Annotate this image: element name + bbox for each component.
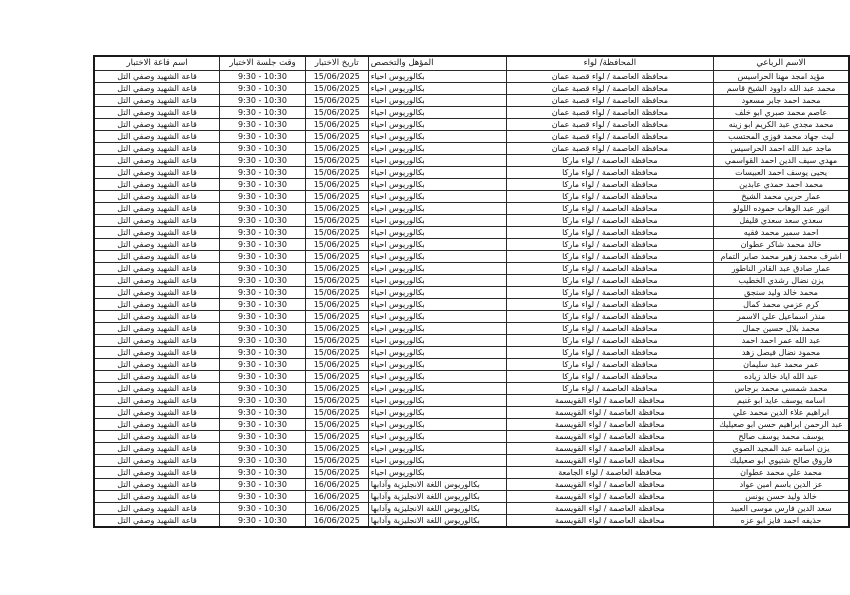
- cell-governorate-district: محافظة العاصمة / لواء القويسمة: [506, 515, 713, 528]
- cell-session-time: 9:30 - 10:30: [220, 263, 306, 275]
- cell-full-name: خالد محمد شاكر عطوان: [714, 239, 849, 251]
- cell-full-name: حذيفه احمد فايز ابو عزه: [714, 515, 849, 528]
- table-row: [94, 395, 849, 407]
- cell-full-name: محمد خالد وليد سنجق: [714, 287, 849, 299]
- cell-exam-hall-name: قاعة الشهيد وصفي التل: [94, 395, 220, 407]
- table-row: [94, 467, 849, 479]
- cell-exam-hall-name: قاعة الشهيد وصفي التل: [94, 371, 220, 383]
- cell-full-name: خالد وليد حسن يونس: [714, 491, 849, 503]
- cell-exam-hall-name: قاعة الشهيد وصفي التل: [94, 467, 220, 479]
- table-row: [94, 179, 849, 191]
- cell-exam-hall-name: قاعة الشهيد وصفي التل: [94, 191, 220, 203]
- cell-governorate-district: محافظة العاصمة / لواء ماركا: [506, 167, 713, 179]
- cell-exam-hall-name: قاعة الشهيد وصفي التل: [94, 347, 220, 359]
- cell-governorate-district: محافظة العاصمة / لواء القويسمة: [506, 455, 713, 467]
- cell-session-time: 9:30 - 10:30: [220, 227, 306, 239]
- cell-governorate-district: محافظة العاصمة / لواء ماركا: [506, 155, 713, 167]
- cell-full-name: يزن اسامه عبد المجيد الصوي: [714, 443, 849, 455]
- cell-governorate-district: محافظة العاصمة / لواء القويسمة: [506, 419, 713, 431]
- cell-qualification-specialization: بكالوريوس احياء: [368, 227, 506, 239]
- cell-exam-date: 15/06/2025: [305, 179, 368, 191]
- cell-exam-hall-name: قاعة الشهيد وصفي التل: [94, 455, 220, 467]
- cell-exam-date: 15/06/2025: [305, 191, 368, 203]
- cell-qualification-specialization: بكالوريوس احياء: [368, 203, 506, 215]
- cell-session-time: 9:30 - 10:30: [220, 311, 306, 323]
- cell-exam-hall-name: قاعة الشهيد وصفي التل: [94, 299, 220, 311]
- cell-full-name: يزن نضال رشدي الخطيب: [714, 275, 849, 287]
- cell-exam-date: 15/06/2025: [305, 251, 368, 263]
- cell-full-name: عمار حربي محمد الشيخ: [714, 191, 849, 203]
- table-row: [94, 239, 849, 251]
- table-row: [94, 383, 849, 395]
- cell-session-time: 9:30 - 10:30: [220, 503, 306, 515]
- cell-governorate-district: محافظة العاصمة / لواء قصبة عمان: [506, 119, 713, 131]
- cell-full-name: انور عبد الوهاب حموده اللولو: [714, 203, 849, 215]
- cell-exam-hall-name: قاعة الشهيد وصفي التل: [94, 155, 220, 167]
- cell-qualification-specialization: بكالوريوس احياء: [368, 107, 506, 119]
- cell-exam-date: 15/06/2025: [305, 443, 368, 455]
- cell-exam-date: 15/06/2025: [305, 287, 368, 299]
- cell-exam-hall-name: قاعة الشهيد وصفي التل: [94, 443, 220, 455]
- cell-exam-hall-name: قاعة الشهيد وصفي التل: [94, 167, 220, 179]
- cell-session-time: 9:30 - 10:30: [220, 407, 306, 419]
- cell-session-time: 9:30 - 10:30: [220, 95, 306, 107]
- cell-qualification-specialization: بكالوريوس احياء: [368, 443, 506, 455]
- cell-full-name: يوسف محمد يوسف صالح: [714, 431, 849, 443]
- table-row: [94, 95, 849, 107]
- table-row: [94, 371, 849, 383]
- cell-full-name: يحيى يوسف احمد العبيسات: [714, 167, 849, 179]
- cell-governorate-district: محافظة العاصمة / لواء قصبة عمان: [506, 71, 713, 83]
- cell-qualification-specialization: بكالوريوس احياء: [368, 299, 506, 311]
- exam-schedule-table: [93, 55, 850, 528]
- table-row: [94, 311, 849, 323]
- table-row: [94, 503, 849, 515]
- cell-exam-hall-name: قاعة الشهيد وصفي التل: [94, 143, 220, 155]
- cell-governorate-district: محافظة العاصمة / لواء ماركا: [506, 371, 713, 383]
- cell-governorate-district: محافظة العاصمة / لواء ماركا: [506, 179, 713, 191]
- cell-session-time: 9:30 - 10:30: [220, 335, 306, 347]
- cell-session-time: 9:30 - 10:30: [220, 119, 306, 131]
- cell-qualification-specialization: بكالوريوس اللغة الانجليزية وآدابها: [368, 479, 506, 491]
- cell-exam-date: 15/06/2025: [305, 155, 368, 167]
- cell-full-name: محمد احمد جابر مسعود: [714, 95, 849, 107]
- cell-governorate-district: محافظة العاصمة / لواء القويسمة: [506, 431, 713, 443]
- table-row: [94, 479, 849, 491]
- cell-governorate-district: محافظة العاصمة / لواء الجامعة: [506, 467, 713, 479]
- cell-full-name: كرم عزمي محمد كمال: [714, 299, 849, 311]
- cell-qualification-specialization: بكالوريوس اللغة الانجليزية وآدابها: [368, 491, 506, 503]
- cell-session-time: 9:30 - 10:30: [220, 479, 306, 491]
- cell-qualification-specialization: بكالوريوس احياء: [368, 335, 506, 347]
- cell-full-name: محمد بلال حسين جمال: [714, 323, 849, 335]
- cell-qualification-specialization: بكالوريوس احياء: [368, 275, 506, 287]
- cell-exam-hall-name: قاعة الشهيد وصفي التل: [94, 227, 220, 239]
- cell-exam-date: 15/06/2025: [305, 119, 368, 131]
- cell-governorate-district: محافظة العاصمة / لواء قصبة عمان: [506, 83, 713, 95]
- header-exam-hall-name: اسم قاعة الاختبار: [94, 56, 220, 71]
- cell-governorate-district: محافظة العاصمة / لواء ماركا: [506, 299, 713, 311]
- cell-qualification-specialization: بكالوريوس احياء: [368, 383, 506, 395]
- cell-exam-hall-name: قاعة الشهيد وصفي التل: [94, 503, 220, 515]
- cell-session-time: 9:30 - 10:30: [220, 191, 306, 203]
- cell-qualification-specialization: بكالوريوس احياء: [368, 131, 506, 143]
- table-row: [94, 299, 849, 311]
- cell-exam-hall-name: قاعة الشهيد وصفي التل: [94, 215, 220, 227]
- cell-session-time: 9:30 - 10:30: [220, 431, 306, 443]
- cell-governorate-district: محافظة العاصمة / لواء ماركا: [506, 251, 713, 263]
- cell-exam-date: 16/06/2025: [305, 503, 368, 515]
- cell-full-name: عبد الرحمن ابراهيم حسن ابو صعيليك: [714, 419, 849, 431]
- cell-governorate-district: محافظة العاصمة / لواء قصبة عمان: [506, 95, 713, 107]
- cell-governorate-district: محافظة العاصمة / لواء قصبة عمان: [506, 107, 713, 119]
- header-session-time: وقت جلسة الاختبار: [220, 56, 306, 71]
- cell-exam-date: 15/06/2025: [305, 299, 368, 311]
- table-row: [94, 119, 849, 131]
- table-row: [94, 491, 849, 503]
- cell-exam-date: 15/06/2025: [305, 131, 368, 143]
- cell-governorate-district: محافظة العاصمة / لواء ماركا: [506, 191, 713, 203]
- cell-session-time: 9:30 - 10:30: [220, 239, 306, 251]
- cell-governorate-district: محافظة العاصمة / لواء قصبة عمان: [506, 131, 713, 143]
- cell-session-time: 9:30 - 10:30: [220, 83, 306, 95]
- cell-session-time: 9:30 - 10:30: [220, 395, 306, 407]
- cell-exam-date: 15/06/2025: [305, 227, 368, 239]
- cell-qualification-specialization: بكالوريوس احياء: [368, 191, 506, 203]
- header-row: [94, 56, 849, 71]
- cell-session-time: 9:30 - 10:30: [220, 467, 306, 479]
- cell-qualification-specialization: بكالوريوس احياء: [368, 143, 506, 155]
- cell-full-name: سعدي سعد سعدي قليفل: [714, 215, 849, 227]
- cell-exam-hall-name: قاعة الشهيد وصفي التل: [94, 491, 220, 503]
- cell-full-name: احمد سمير محمد فقيه: [714, 227, 849, 239]
- cell-qualification-specialization: بكالوريوس احياء: [368, 395, 506, 407]
- cell-full-name: مؤيد امجد مهنا الحراسيس: [714, 71, 849, 83]
- cell-full-name: مهدي سيف الدين احمد القواسمي: [714, 155, 849, 167]
- cell-qualification-specialization: بكالوريوس احياء: [368, 179, 506, 191]
- cell-session-time: 9:30 - 10:30: [220, 131, 306, 143]
- cell-full-name: سعد الدين فارس موسى العبيد: [714, 503, 849, 515]
- cell-governorate-district: محافظة العاصمة / لواء ماركا: [506, 347, 713, 359]
- cell-exam-hall-name: قاعة الشهيد وصفي التل: [94, 323, 220, 335]
- cell-governorate-district: محافظة العاصمة / لواء القويسمة: [506, 479, 713, 491]
- cell-exam-date: 15/06/2025: [305, 311, 368, 323]
- cell-full-name: عبد الله اياد خالد زياده: [714, 371, 849, 383]
- cell-session-time: 9:30 - 10:30: [220, 383, 306, 395]
- cell-exam-hall-name: قاعة الشهيد وصفي التل: [94, 275, 220, 287]
- cell-session-time: 9:30 - 10:30: [220, 107, 306, 119]
- cell-governorate-district: محافظة العاصمة / لواء ماركا: [506, 203, 713, 215]
- cell-exam-hall-name: قاعة الشهيد وصفي التل: [94, 251, 220, 263]
- cell-exam-date: 15/06/2025: [305, 83, 368, 95]
- cell-qualification-specialization: بكالوريوس احياء: [368, 467, 506, 479]
- table-row: [94, 155, 849, 167]
- cell-exam-date: 15/06/2025: [305, 335, 368, 347]
- cell-exam-date: 15/06/2025: [305, 419, 368, 431]
- cell-qualification-specialization: بكالوريوس احياء: [368, 239, 506, 251]
- cell-qualification-specialization: بكالوريوس احياء: [368, 419, 506, 431]
- header-qualification-specialization: المؤهل والتخصص: [368, 56, 506, 71]
- cell-full-name: عمر محمد عبد سليمان: [714, 359, 849, 371]
- cell-exam-date: 15/06/2025: [305, 455, 368, 467]
- cell-full-name: عاصم محمد صبري ابو خلف: [714, 107, 849, 119]
- cell-exam-date: 15/06/2025: [305, 167, 368, 179]
- table-row: [94, 215, 849, 227]
- cell-qualification-specialization: بكالوريوس احياء: [368, 311, 506, 323]
- cell-exam-date: 15/06/2025: [305, 467, 368, 479]
- cell-session-time: 9:30 - 10:30: [220, 347, 306, 359]
- cell-exam-hall-name: قاعة الشهيد وصفي التل: [94, 419, 220, 431]
- cell-exam-date: 15/06/2025: [305, 107, 368, 119]
- table-row: [94, 359, 849, 371]
- cell-full-name: محمد عبد الله داوود الشيخ قاسم: [714, 83, 849, 95]
- cell-qualification-specialization: بكالوريوس اللغة الانجليزية وآدابها: [368, 503, 506, 515]
- cell-exam-hall-name: قاعة الشهيد وصفي التل: [94, 383, 220, 395]
- cell-session-time: 9:30 - 10:30: [220, 371, 306, 383]
- cell-exam-date: 15/06/2025: [305, 323, 368, 335]
- cell-exam-hall-name: قاعة الشهيد وصفي التل: [94, 479, 220, 491]
- cell-full-name: اشرف محمد زهير محمد صابر التمام: [714, 251, 849, 263]
- cell-exam-hall-name: قاعة الشهيد وصفي التل: [94, 311, 220, 323]
- cell-full-name: محمد شمسي محمد برجاس: [714, 383, 849, 395]
- cell-qualification-specialization: بكالوريوس احياء: [368, 215, 506, 227]
- cell-session-time: 9:30 - 10:30: [220, 155, 306, 167]
- cell-session-time: 9:30 - 10:30: [220, 143, 306, 155]
- cell-full-name: محمد علي محمد عطوان: [714, 467, 849, 479]
- cell-exam-date: 15/06/2025: [305, 383, 368, 395]
- exam-schedule-table-container: [93, 55, 850, 528]
- cell-governorate-district: محافظة العاصمة / لواء القويسمة: [506, 491, 713, 503]
- table-row: [94, 227, 849, 239]
- table-row: [94, 443, 849, 455]
- table-row: [94, 431, 849, 443]
- cell-exam-hall-name: قاعة الشهيد وصفي التل: [94, 107, 220, 119]
- table-row: [94, 191, 849, 203]
- cell-full-name: ابراهيم علاء الدين محمد علي: [714, 407, 849, 419]
- cell-full-name: محمد مجدي عبد الكريم ابو زينه: [714, 119, 849, 131]
- cell-exam-date: 16/06/2025: [305, 515, 368, 528]
- cell-exam-hall-name: قاعة الشهيد وصفي التل: [94, 179, 220, 191]
- cell-governorate-district: محافظة العاصمة / لواء ماركا: [506, 227, 713, 239]
- cell-exam-hall-name: قاعة الشهيد وصفي التل: [94, 239, 220, 251]
- cell-exam-date: 16/06/2025: [305, 479, 368, 491]
- cell-qualification-specialization: بكالوريوس احياء: [368, 83, 506, 95]
- cell-qualification-specialization: بكالوريوس احياء: [368, 95, 506, 107]
- cell-exam-date: 15/06/2025: [305, 95, 368, 107]
- cell-exam-hall-name: قاعة الشهيد وصفي التل: [94, 335, 220, 347]
- cell-session-time: 9:30 - 10:30: [220, 71, 306, 83]
- cell-session-time: 9:30 - 10:30: [220, 287, 306, 299]
- cell-exam-date: 15/06/2025: [305, 407, 368, 419]
- cell-qualification-specialization: بكالوريوس احياء: [368, 155, 506, 167]
- cell-exam-hall-name: قاعة الشهيد وصفي التل: [94, 359, 220, 371]
- cell-exam-hall-name: قاعة الشهيد وصفي التل: [94, 263, 220, 275]
- cell-qualification-specialization: بكالوريوس احياء: [368, 323, 506, 335]
- cell-governorate-district: محافظة العاصمة / لواء ماركا: [506, 359, 713, 371]
- cell-governorate-district: محافظة العاصمة / لواء ماركا: [506, 215, 713, 227]
- cell-full-name: منذر اسماعيل علي الاسمر: [714, 311, 849, 323]
- cell-session-time: 9:30 - 10:30: [220, 491, 306, 503]
- cell-session-time: 9:30 - 10:30: [220, 419, 306, 431]
- table-row: [94, 515, 849, 528]
- cell-full-name: اسامه يوسف عايد ابو غنيم: [714, 395, 849, 407]
- header-governorate-district: المحافظة/ لواء: [506, 56, 713, 71]
- cell-exam-hall-name: قاعة الشهيد وصفي التل: [94, 287, 220, 299]
- cell-exam-date: 15/06/2025: [305, 71, 368, 83]
- cell-qualification-specialization: بكالوريوس احياء: [368, 431, 506, 443]
- cell-qualification-specialization: بكالوريوس احياء: [368, 71, 506, 83]
- table-row: [94, 347, 849, 359]
- cell-governorate-district: محافظة العاصمة / لواء ماركا: [506, 311, 713, 323]
- cell-governorate-district: محافظة العاصمة / لواء ماركا: [506, 275, 713, 287]
- cell-governorate-district: محافظة العاصمة / لواء ماركا: [506, 323, 713, 335]
- cell-exam-date: 15/06/2025: [305, 395, 368, 407]
- cell-governorate-district: محافظة العاصمة / لواء ماركا: [506, 239, 713, 251]
- cell-exam-date: 15/06/2025: [305, 431, 368, 443]
- cell-qualification-specialization: بكالوريوس احياء: [368, 371, 506, 383]
- table-row: [94, 263, 849, 275]
- cell-governorate-district: محافظة العاصمة / لواء القويسمة: [506, 395, 713, 407]
- cell-exam-date: 15/06/2025: [305, 347, 368, 359]
- cell-governorate-district: محافظة العاصمة / لواء ماركا: [506, 383, 713, 395]
- cell-exam-date: 15/06/2025: [305, 215, 368, 227]
- cell-exam-hall-name: قاعة الشهيد وصفي التل: [94, 119, 220, 131]
- table-row: [94, 251, 849, 263]
- cell-exam-hall-name: قاعة الشهيد وصفي التل: [94, 515, 220, 528]
- cell-exam-date: 15/06/2025: [305, 371, 368, 383]
- table-row: [94, 287, 849, 299]
- cell-full-name: عمار صادق عبد القادر الناطور: [714, 263, 849, 275]
- cell-session-time: 9:30 - 10:30: [220, 251, 306, 263]
- cell-session-time: 9:30 - 10:30: [220, 299, 306, 311]
- cell-exam-hall-name: قاعة الشهيد وصفي التل: [94, 407, 220, 419]
- cell-session-time: 9:30 - 10:30: [220, 215, 306, 227]
- cell-exam-hall-name: قاعة الشهيد وصفي التل: [94, 131, 220, 143]
- table-row: [94, 407, 849, 419]
- table-row: [94, 83, 849, 95]
- cell-qualification-specialization: بكالوريوس احياء: [368, 359, 506, 371]
- table-row: [94, 71, 849, 83]
- cell-full-name: محمود نضال فيصل زهد: [714, 347, 849, 359]
- cell-session-time: 9:30 - 10:30: [220, 203, 306, 215]
- cell-governorate-district: محافظة العاصمة / لواء القويسمة: [506, 443, 713, 455]
- cell-exam-hall-name: قاعة الشهيد وصفي التل: [94, 83, 220, 95]
- cell-exam-hall-name: قاعة الشهيد وصفي التل: [94, 203, 220, 215]
- cell-qualification-specialization: بكالوريوس اللغة الانجليزية وآدابها: [368, 515, 506, 528]
- cell-exam-date: 15/06/2025: [305, 203, 368, 215]
- cell-qualification-specialization: بكالوريوس احياء: [368, 263, 506, 275]
- cell-full-name: عبد الله عمر احمد احمد: [714, 335, 849, 347]
- cell-governorate-district: محافظة العاصمة / لواء القويسمة: [506, 407, 713, 419]
- header-full-name: الاسم الرباعي: [714, 56, 849, 71]
- cell-qualification-specialization: بكالوريوس احياء: [368, 407, 506, 419]
- cell-session-time: 9:30 - 10:30: [220, 179, 306, 191]
- cell-exam-hall-name: قاعة الشهيد وصفي التل: [94, 71, 220, 83]
- table-row: [94, 143, 849, 155]
- cell-exam-date: 15/06/2025: [305, 143, 368, 155]
- cell-exam-date: 16/06/2025: [305, 491, 368, 503]
- cell-governorate-district: محافظة العاصمة / لواء ماركا: [506, 263, 713, 275]
- header-exam-date: تاريخ الاختبار: [305, 56, 368, 71]
- cell-full-name: عز الدين باسم امين عواد: [714, 479, 849, 491]
- cell-qualification-specialization: بكالوريوس احياء: [368, 347, 506, 359]
- cell-governorate-district: محافظة العاصمة / لواء القويسمة: [506, 503, 713, 515]
- table-row: [94, 275, 849, 287]
- table-row: [94, 419, 849, 431]
- cell-governorate-district: محافظة العاصمة / لواء قصبة عمان: [506, 143, 713, 155]
- cell-qualification-specialization: بكالوريوس احياء: [368, 167, 506, 179]
- cell-governorate-district: محافظة العاصمة / لواء ماركا: [506, 287, 713, 299]
- table-row: [94, 323, 849, 335]
- table-row: [94, 335, 849, 347]
- cell-session-time: 9:30 - 10:30: [220, 323, 306, 335]
- cell-full-name: محمد احمد حمدي عابدين: [714, 179, 849, 191]
- cell-full-name: ليث جهاد محمد فوزي المحتسب: [714, 131, 849, 143]
- cell-session-time: 9:30 - 10:30: [220, 359, 306, 371]
- cell-session-time: 9:30 - 10:30: [220, 275, 306, 287]
- table-row: [94, 167, 849, 179]
- cell-exam-date: 15/06/2025: [305, 275, 368, 287]
- table-row: [94, 455, 849, 467]
- cell-qualification-specialization: بكالوريوس احياء: [368, 287, 506, 299]
- cell-qualification-specialization: بكالوريوس احياء: [368, 251, 506, 263]
- cell-full-name: فاروق صالح شتيوي ابو صعيليك: [714, 455, 849, 467]
- table-row: [94, 107, 849, 119]
- cell-exam-date: 15/06/2025: [305, 239, 368, 251]
- table-row: [94, 131, 849, 143]
- cell-session-time: 9:30 - 10:30: [220, 167, 306, 179]
- cell-session-time: 9:30 - 10:30: [220, 515, 306, 528]
- cell-governorate-district: محافظة العاصمة / لواء ماركا: [506, 335, 713, 347]
- cell-exam-hall-name: قاعة الشهيد وصفي التل: [94, 95, 220, 107]
- cell-session-time: 9:30 - 10:30: [220, 443, 306, 455]
- cell-full-name: ماجد عبد الله احمد الحراسيس: [714, 143, 849, 155]
- cell-qualification-specialization: بكالوريوس احياء: [368, 455, 506, 467]
- cell-exam-date: 15/06/2025: [305, 359, 368, 371]
- cell-session-time: 9:30 - 10:30: [220, 455, 306, 467]
- table-row: [94, 203, 849, 215]
- cell-qualification-specialization: بكالوريوس احياء: [368, 119, 506, 131]
- cell-exam-hall-name: قاعة الشهيد وصفي التل: [94, 431, 220, 443]
- cell-exam-date: 15/06/2025: [305, 263, 368, 275]
